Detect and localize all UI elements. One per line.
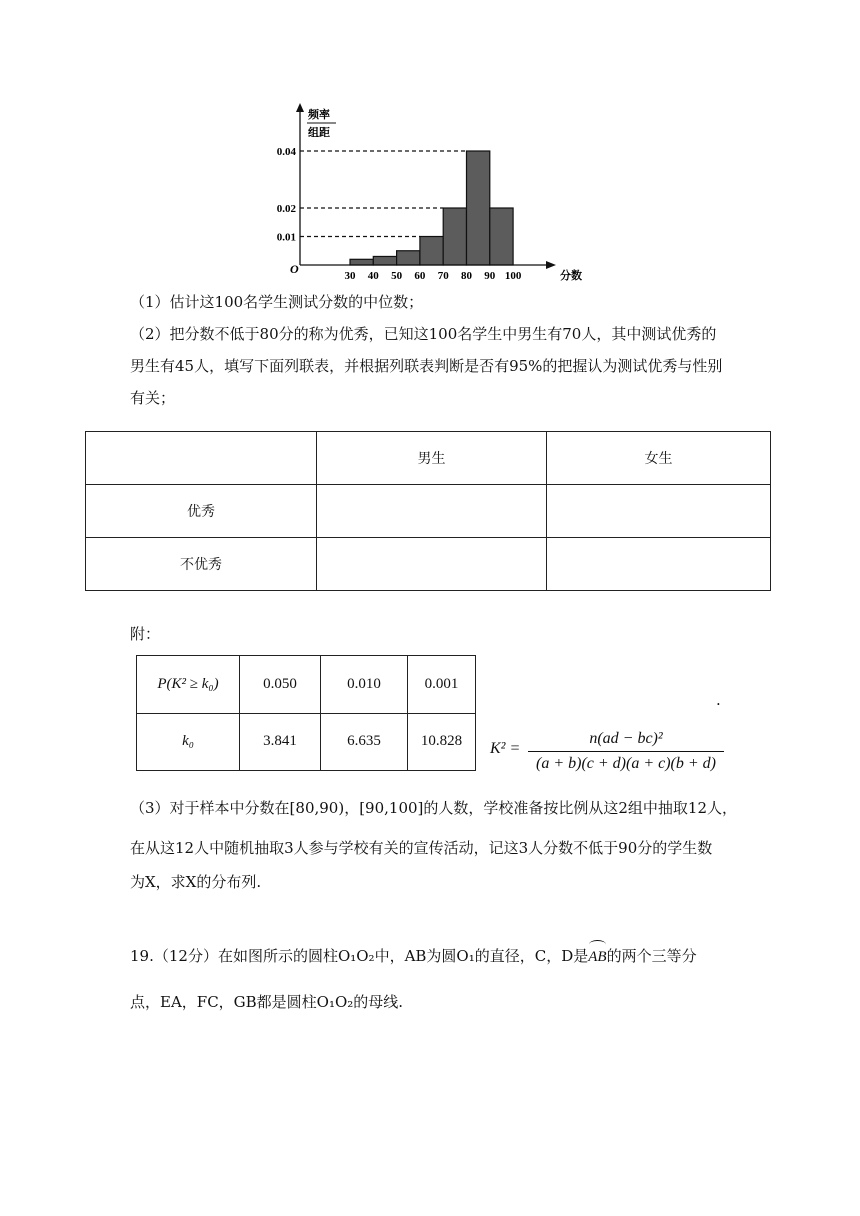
frequency-histogram	[260, 100, 600, 285]
row-label-not-excellent: 不优秀	[86, 538, 317, 591]
chi-square-formula	[490, 728, 730, 778]
question-3-line-1: （3）对于样本中分数在[80,90)，[90,100]的人数，学校准备按比例从这2组中抽取12人，	[130, 799, 738, 817]
x-tick-label: 40	[367, 270, 379, 282]
y-label-bottom: 组距	[308, 126, 330, 139]
formula-numerator: n(ad − bc)²	[589, 730, 663, 747]
histogram-bar	[420, 237, 443, 266]
table-header-female: 女生	[547, 432, 771, 485]
table-cell	[547, 538, 771, 591]
table-row	[137, 713, 476, 771]
row-label-excellent: 优秀	[86, 485, 317, 538]
histogram-bar	[350, 259, 373, 265]
x-tick-label: 60	[414, 270, 426, 282]
arc-ab: AB	[588, 949, 607, 965]
table-cell	[317, 538, 547, 591]
problem-19-text-b: 的两个三等分	[606, 947, 697, 965]
critical-value-table	[136, 655, 476, 771]
histogram-bar	[490, 208, 513, 265]
table-cell: 0.010	[321, 656, 408, 714]
histogram-bar	[373, 256, 396, 265]
x-axis-label: 分数	[560, 269, 582, 282]
y-tick-label: 0.01	[276, 231, 296, 244]
table-cell: 6.635	[321, 713, 408, 771]
table-cell	[547, 485, 771, 538]
y-tick-label: 0.02	[276, 203, 296, 215]
x-tick-label: 100	[504, 270, 522, 282]
appendix-label: 附：	[130, 625, 161, 643]
table-cell: 10.828	[408, 713, 476, 771]
k0-label: k₀	[137, 713, 240, 771]
formula-dot: .	[716, 691, 721, 709]
table-cell: 3.841	[240, 713, 321, 771]
contingency-table	[85, 431, 771, 591]
problem-19-text-a: 19.（12分）在如图所示的圆柱O₁O₂中，AB为圆O₁的直径，C，D是	[130, 947, 589, 965]
table-row	[137, 656, 476, 714]
table-cell	[86, 432, 317, 485]
x-tick-label: 50	[391, 270, 403, 282]
question-1: （1）估计这100名学生测试分数的中位数；	[130, 293, 424, 311]
question-3-line-3: 为X，求X的分布列.	[130, 873, 262, 891]
table-header-male: 男生	[317, 432, 547, 485]
probability-label: P(K² ≥ k₀)	[137, 656, 240, 714]
histogram-bar	[397, 251, 420, 265]
table-row	[86, 538, 771, 591]
question-2-line-1: （2）把分数不低于80分的称为优秀，已知这100名学生中男生有70人，其中测试优秀的	[130, 325, 717, 343]
formula-fraction	[528, 728, 724, 775]
origin-label: O	[290, 262, 299, 276]
question-2-line-2: 男生有45人，填写下面列联表，并根据列联表判断是否有95%的把握认为测试优秀与性别	[130, 357, 723, 375]
formula-denominator: (a + b)(c + d)(a + c)(b + d)	[535, 755, 716, 772]
table-header-row	[86, 432, 771, 485]
histogram-bar	[443, 208, 466, 265]
x-tick-label: 30	[344, 270, 356, 282]
histogram-bar	[467, 151, 490, 265]
y-label-top: 频率	[308, 108, 330, 121]
problem-19-line-2: 点，EA，FC，GB都是圆柱O₁O₂的母线.	[130, 993, 404, 1011]
x-tick-label: 90	[484, 270, 496, 282]
x-axis-arrow-icon	[546, 261, 556, 269]
x-tick-label: 70	[437, 270, 449, 282]
table-cell: 0.001	[408, 656, 476, 714]
x-tick-label: 80	[461, 270, 472, 282]
question-3-line-2: 在从这12人中随机抽取3人参与学校有关的宣传活动，记这3人分数不低于90分的学生数	[130, 839, 713, 857]
formula-lhs: K² =	[490, 740, 521, 757]
problem-19-line-1	[130, 946, 697, 967]
table-cell	[317, 485, 547, 538]
fraction-bar	[528, 751, 724, 752]
question-2-line-3: 有关；	[130, 389, 176, 407]
table-cell: 0.050	[240, 656, 321, 714]
table-row	[86, 485, 771, 538]
y-tick-label: 0.04	[276, 146, 296, 158]
y-axis-arrow-icon	[296, 103, 304, 112]
